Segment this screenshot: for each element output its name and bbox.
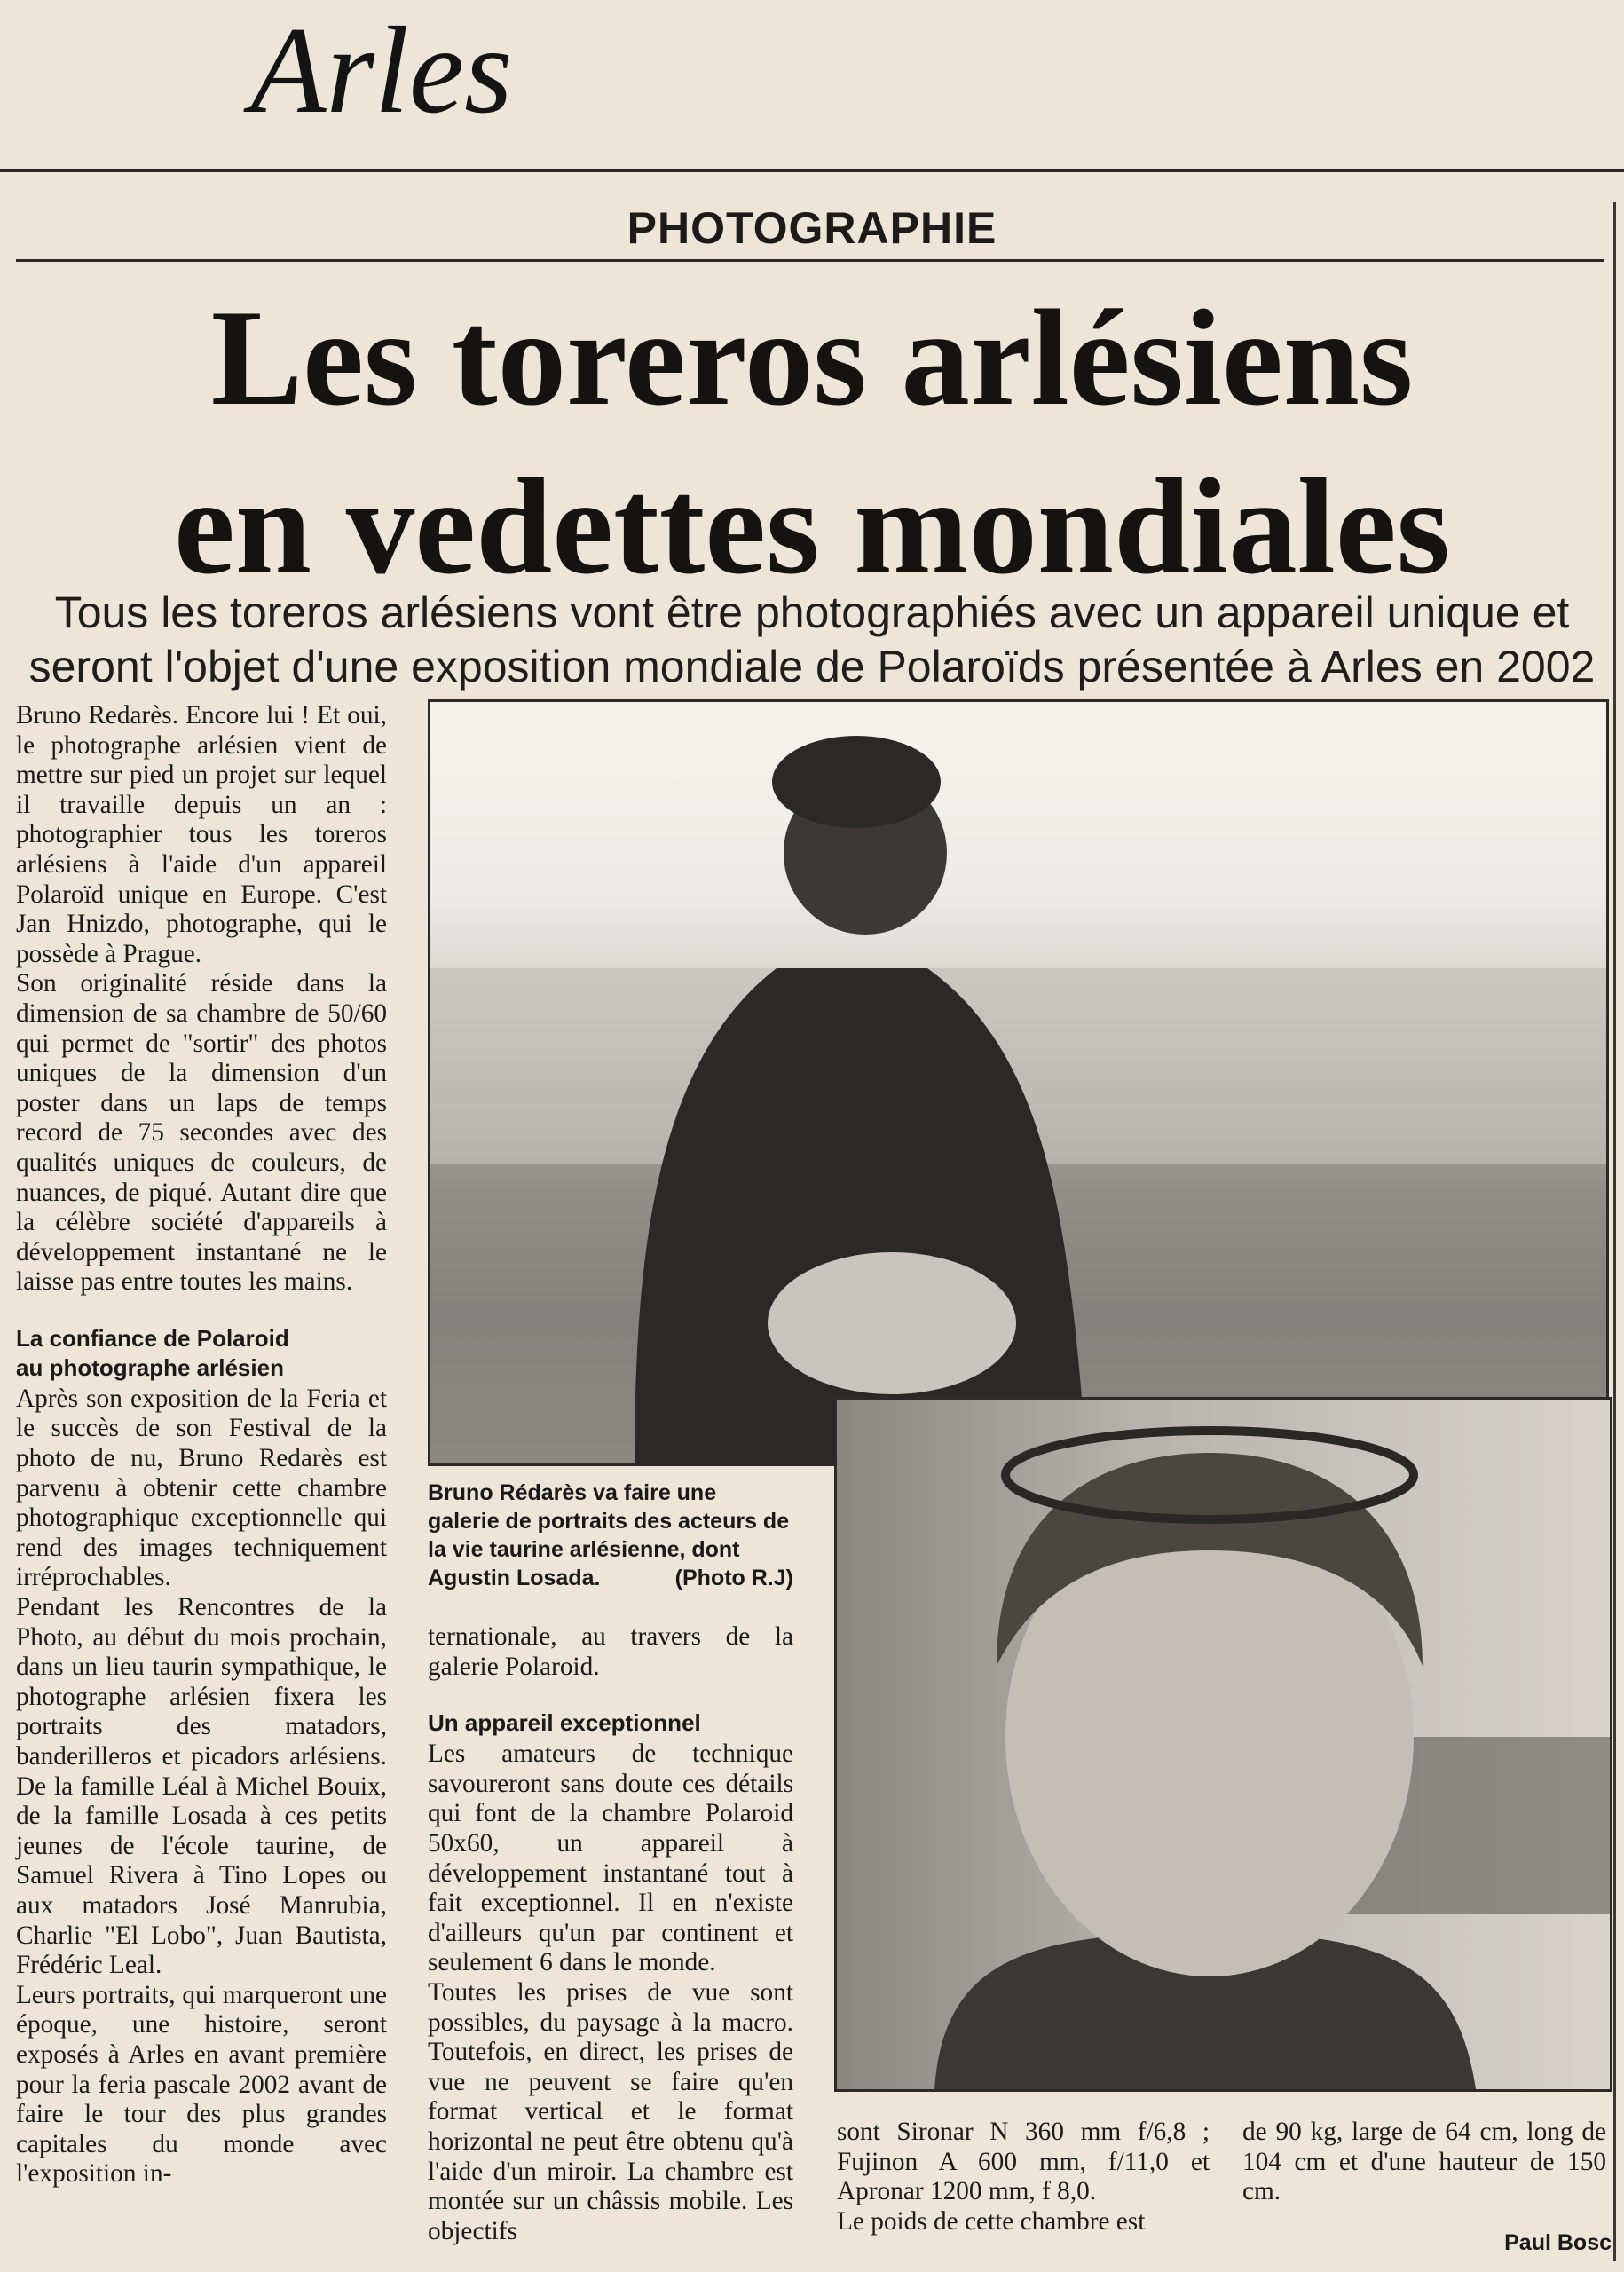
paragraph: Son originalité réside dans la dimension de sa chambre de 50/60 qui permet de "sortir" des photos uniques de la dimension d'un poster dans un laps de temps record de 75 secondes avec des qualités uniques de couleurs, de nuances, de piqué. Autant dire que la célèbre société d'appareils à développement instantané ne le laisse pas entre toutes les mains. (16, 969, 387, 1297)
photo-caption (428, 1479, 793, 1592)
subheading-line-1: La confiance de Polaroid (16, 1324, 289, 1352)
paragraph: Après son exposition de la Feria et le succès de son Festival de la photo de nu, Bruno Redarès est parvenu à obtenir cette chambre photographique exceptionnelle qui rend des images techniquement irréprochables. (16, 1384, 387, 1592)
article-column-4 (1242, 2118, 1606, 2207)
paragraph: Les amateurs de technique savoureront sans doute ces détails qui font de la chambre Polaroid 50x60, un appareil à développement instantané tout à fait exceptionnel. Il en n'existe d'ailleurs qu'un par continent et seulement 6 dans le monde. (428, 1740, 793, 1977)
paragraph: Toutes les prises de vue sont possibles, du paysage à la macro. Toutefois, en direct, les prises de vue ne peuvent se faire qu'en format vertical et le format horizontal ne peut être obtenu qu'à l'aide d'un miroir. La chambre est montée sur un châssis mobile. Les objectifs (428, 1977, 793, 2245)
torero-image (430, 702, 1606, 1463)
headline-line-2: en vedettes mondiales (174, 450, 1450, 603)
author-signature: Paul Bosc (1504, 2230, 1612, 2255)
rubric-label: PHOTOGRAPHIE (627, 203, 997, 253)
paragraph: ternationale, au travers de la galerie Polaroid. (428, 1622, 793, 1681)
paragraph: sont Sironar N 360 mm f/6,8 ; Fujinon A 600 mm, f/11,0 et Apronar 1200 mm, f 8,0. (837, 2118, 1210, 2206)
subheading-line-2: au photographe arlésien (16, 1353, 284, 1381)
article-column-3 (837, 2118, 1210, 2236)
headline-line-1: Les toreros arlésiens (210, 281, 1414, 434)
subheading: Un appareil exceptionnel (428, 1709, 701, 1737)
section-title: Arles (250, 2, 513, 139)
photo-credit: (Photo R.J) (674, 1566, 793, 1590)
portrait-photo (834, 1397, 1612, 2092)
rubric-rule (16, 259, 1604, 262)
caption-text: Bruno Rédarès va faire une galerie de portraits des acteurs de la vie taurine arlésienne, dont Agustin Losada. (428, 1480, 790, 1590)
paragraph: Le poids de cette chambre est (837, 2206, 1146, 2236)
torero-photo (428, 699, 1609, 1466)
paragraph: Leurs portraits, qui marqueront une époque, une histoire, seront exposés à Arles en avant première pour la feria pascale 2002 avant de faire le tour des plus grandes capitales du monde avec l'exposition in- (16, 1980, 387, 2189)
article-column-1 (16, 701, 387, 2189)
headline (0, 273, 1624, 611)
portrait-image (837, 1400, 1610, 2089)
subheading (16, 1324, 387, 1383)
article-column-2 (428, 1622, 793, 2246)
deck-line-2: seront l'objet d'une exposition mondiale de Polaroïds présentée à Arles en 2002 (28, 642, 1596, 691)
paragraph: Bruno Redarès. Encore lui ! Et oui, le photographe arlésien vient de mettre sur pied un projet sur lequel il travaille depuis un an : photographier tous les toreros arlésiens à l'aide d'un appareil Polaroïd unique en Europe. C'est Jan Hnizdo, photographe, qui le possède à Prague. (16, 701, 387, 968)
paragraph: Pendant les Rencontres de la Photo, au début du mois prochain, dans un lieu taurin sympathique, le photographe arlésien fixera les portraits des matadors, banderilleros et picadors arlésiens. De la famille Léal à Michel Bouix, de la famille Losada à ces petits jeunes de l'école taurine, de Samuel Rivera à Tino Lopes ou aux matadors José Manrubia, Charlie "El Lobo", Juan Bautista, Frédéric Leal. (16, 1593, 387, 1980)
deck (27, 586, 1597, 694)
paragraph: de 90 kg, large de 64 cm, long de 104 cm et d'une hauteur de 150 cm. (1242, 2118, 1606, 2206)
top-rule (0, 169, 1624, 172)
deck-line-1: Tous les toreros arlésiens vont être photographiés avec un appareil unique et (54, 588, 1570, 637)
